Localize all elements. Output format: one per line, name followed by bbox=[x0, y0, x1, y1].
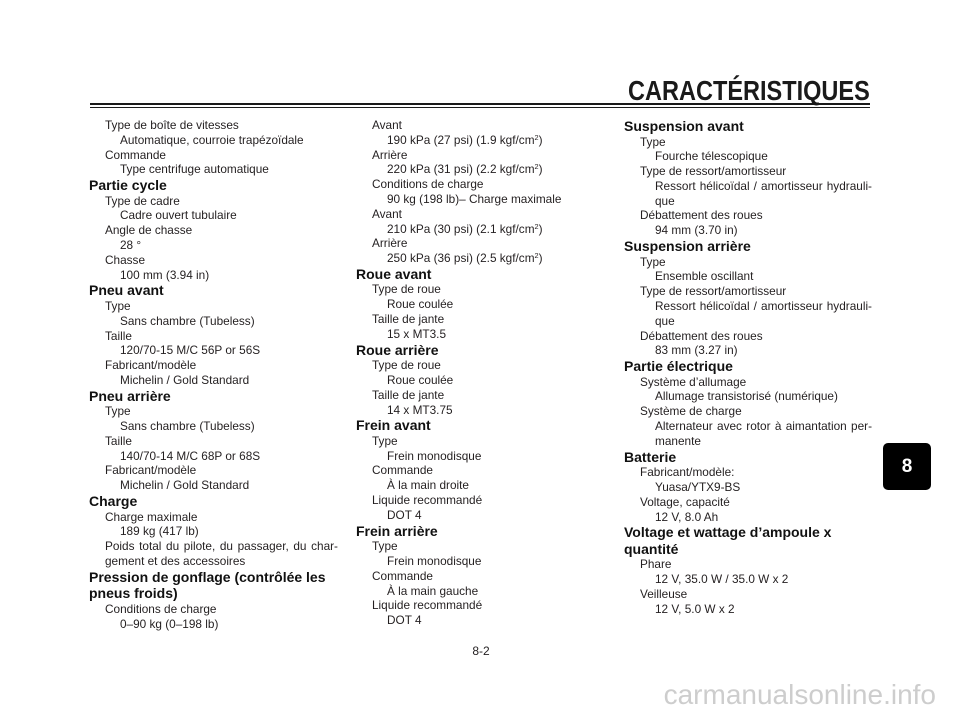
spec-label: Taille bbox=[105, 433, 132, 448]
spec-label: Commande bbox=[372, 463, 433, 478]
superscript: 2 bbox=[534, 221, 539, 231]
spec-value: À la main gauche bbox=[387, 583, 479, 598]
spec-value-text: 220 kPa (31 psi) (2.2 kgf/cm bbox=[387, 162, 535, 177]
spec-label: Conditions de charge bbox=[105, 601, 217, 616]
section-heading: Roue avant bbox=[356, 265, 432, 282]
spec-label: Type bbox=[105, 404, 131, 419]
spec-value bbox=[356, 251, 605, 266]
spec-value: que bbox=[655, 313, 675, 328]
spec-label: Conditions de charge bbox=[372, 177, 484, 192]
superscript: 2 bbox=[534, 162, 539, 172]
section-heading: Pression de gonflage (contrôlée les bbox=[89, 568, 326, 585]
spec-label: Avant bbox=[372, 206, 402, 221]
title-rule bbox=[90, 103, 870, 108]
spec-value: 140/70-14 M/C 68P or 68S bbox=[120, 448, 261, 463]
section-heading: pneus froids) bbox=[89, 585, 178, 602]
spec-label: Débattement des roues bbox=[640, 208, 763, 223]
spec-label: Phare bbox=[640, 557, 672, 572]
spec-value-text: 190 kPa (27 psi) (1.9 kgf/cm bbox=[387, 132, 535, 147]
spec-value: Michelin / Gold Standard bbox=[120, 372, 250, 387]
spec-value: Ressort hélicoïdal / amortisseur hydrauli- bbox=[655, 178, 872, 193]
spec-value: 83 mm (3.27 in) bbox=[655, 343, 738, 358]
spec-column-1 bbox=[89, 118, 338, 631]
spec-value: 100 mm (3.94 in) bbox=[120, 267, 210, 282]
section-heading: Voltage et wattage d’ampoule x bbox=[624, 524, 832, 541]
spec-column-3 bbox=[624, 118, 872, 617]
spec-value: 90 kg (198 lb)– Charge maximale bbox=[387, 191, 562, 206]
spec-value: 14 x MT3.75 bbox=[387, 402, 453, 417]
spec-label: Type de roue bbox=[372, 282, 441, 297]
spec-value: Michelin / Gold Standard bbox=[120, 478, 250, 493]
spec-value: 12 V, 35.0 W / 35.0 W x 2 bbox=[655, 572, 789, 587]
section-heading: Partie électrique bbox=[624, 358, 733, 375]
spec-value: Alternateur avec rotor à aimantation per- bbox=[655, 419, 872, 434]
spec-label: Débattement des roues bbox=[640, 328, 763, 343]
spec-label: Chasse bbox=[105, 252, 145, 267]
spec-value: Type centrifuge automatique bbox=[120, 162, 269, 177]
spec-label: Liquide recommandé bbox=[372, 598, 483, 613]
spec-value: Ressort hélicoïdal / amortisseur hydrauli- bbox=[655, 298, 872, 313]
spec-value: Frein monodisque bbox=[387, 553, 482, 568]
spec-value-text: 210 kPa (30 psi) (2.1 kgf/cm bbox=[387, 221, 535, 236]
spec-value: Roue coulée bbox=[387, 297, 454, 312]
section-heading: Suspension avant bbox=[624, 118, 744, 134]
spec-value-text: 250 kPa (36 psi) (2.5 kgf/cm bbox=[387, 251, 535, 266]
spec-value: Cadre ouvert tubulaire bbox=[120, 208, 237, 223]
watermark: carmanualsonline.info bbox=[663, 679, 936, 710]
spec-label: Fabricant/modèle: bbox=[640, 465, 735, 480]
spec-value: Yuasa/YTX9-BS bbox=[655, 479, 741, 494]
spec-value: manente bbox=[655, 433, 701, 448]
spec-value-tail: ) bbox=[538, 132, 543, 147]
spec-label: Type bbox=[372, 433, 398, 448]
spec-value: DOT 4 bbox=[387, 507, 422, 522]
section-heading: Suspension arrière bbox=[624, 238, 751, 255]
spec-label: Charge maximale bbox=[105, 509, 198, 524]
spec-value: Sans chambre (Tubeless) bbox=[120, 313, 255, 328]
spec-label: Type de ressort/amortisseur bbox=[640, 284, 787, 299]
spec-label: Veilleuse bbox=[640, 586, 688, 601]
spec-label: Fabricant/modèle bbox=[105, 358, 197, 373]
spec-label: Système d’allumage bbox=[640, 374, 747, 389]
spec-value-tail: ) bbox=[538, 221, 543, 236]
spec-label: Type bbox=[640, 134, 666, 149]
spec-value: 15 x MT3.5 bbox=[387, 326, 447, 341]
page-title: CARACTÉRISTIQUES bbox=[628, 75, 870, 106]
spec-label: Liquide recommandé bbox=[372, 493, 483, 508]
spec-label: Type bbox=[640, 254, 666, 269]
section-heading: Frein avant bbox=[356, 417, 431, 434]
spec-label: Taille de jante bbox=[372, 387, 445, 402]
spec-label: Commande bbox=[372, 568, 433, 583]
section-heading: Roue arrière bbox=[356, 341, 439, 358]
section-heading: Batterie bbox=[624, 448, 677, 465]
spec-value-tail: ) bbox=[538, 162, 543, 177]
spec-label: Type bbox=[105, 298, 131, 313]
page-number: 8-2 bbox=[472, 644, 490, 658]
chapter-tab-label: 8 bbox=[901, 456, 913, 477]
spec-label: gement et des accessoires bbox=[105, 553, 246, 568]
section-heading: Frein arrière bbox=[356, 522, 438, 539]
spec-label: Voltage, capacité bbox=[640, 494, 730, 509]
spec-label: Fabricant/modèle bbox=[105, 463, 197, 478]
spec-column-2 bbox=[356, 118, 605, 628]
spec-value bbox=[356, 133, 605, 148]
spec-value: 0–90 kg (0–198 lb) bbox=[120, 616, 219, 631]
spec-label: Type bbox=[372, 539, 398, 554]
spec-value bbox=[356, 162, 605, 177]
spec-label: Commande bbox=[105, 147, 166, 162]
spec-value: Frein monodisque bbox=[387, 448, 482, 463]
spec-label: Type de ressort/amortisseur bbox=[640, 164, 787, 179]
spec-label: Taille bbox=[105, 328, 132, 343]
spec-label: Système de charge bbox=[640, 404, 742, 419]
spec-value: Automatique, courroie trapézoïdale bbox=[120, 132, 304, 147]
spec-label: Taille de jante bbox=[372, 312, 445, 327]
section-heading: Pneu avant bbox=[89, 282, 164, 299]
spec-value: 12 V, 5.0 W x 2 bbox=[655, 601, 735, 616]
spec-value bbox=[356, 222, 605, 237]
spec-value: Allumage transistorisé (numérique) bbox=[655, 389, 838, 404]
superscript: 2 bbox=[534, 132, 539, 142]
section-heading: quantité bbox=[624, 540, 679, 557]
spec-value: Fourche télescopique bbox=[655, 149, 768, 164]
spec-value: Roue coulée bbox=[387, 372, 454, 387]
section-heading: Charge bbox=[89, 493, 138, 510]
spec-value: DOT 4 bbox=[387, 613, 422, 628]
spec-label: Angle de chasse bbox=[105, 223, 193, 238]
spec-value: que bbox=[655, 193, 675, 208]
section-heading: Pneu arrière bbox=[89, 387, 171, 404]
spec-value-tail: ) bbox=[538, 251, 543, 266]
spec-label: Type de roue bbox=[372, 358, 441, 373]
spec-value: 12 V, 8.0 Ah bbox=[655, 509, 719, 524]
spec-label: Arrière bbox=[372, 236, 408, 251]
spec-value: 189 kg (417 lb) bbox=[120, 524, 199, 539]
spec-value: Ensemble oscillant bbox=[655, 269, 754, 284]
chapter-tab bbox=[883, 443, 931, 490]
spec-label: Poids total du pilote, du passager, du char- bbox=[105, 539, 338, 554]
spec-label: Avant bbox=[372, 118, 402, 132]
spec-value: 120/70-15 M/C 56P or 56S bbox=[120, 343, 261, 358]
spec-label: Type de boîte de vitesses bbox=[105, 118, 239, 132]
superscript: 2 bbox=[534, 251, 539, 261]
spec-label: Arrière bbox=[372, 147, 408, 162]
spec-value: À la main droite bbox=[387, 478, 469, 493]
section-heading: Partie cycle bbox=[89, 177, 167, 194]
spec-value: 28 ° bbox=[120, 238, 142, 253]
spec-value: 94 mm (3.70 in) bbox=[655, 223, 738, 238]
spec-label: Type de cadre bbox=[105, 193, 180, 208]
spec-value: Sans chambre (Tubeless) bbox=[120, 419, 255, 434]
